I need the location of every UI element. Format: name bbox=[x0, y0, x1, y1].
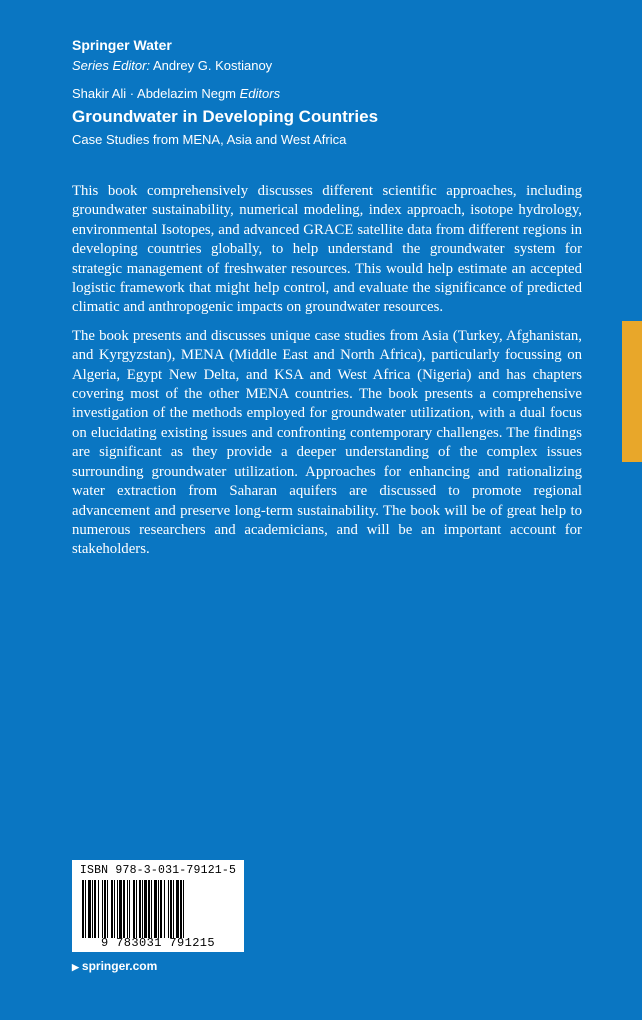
isbn-barcode bbox=[72, 860, 244, 952]
publisher-url: springer.com bbox=[81, 959, 158, 973]
isbn-label: ISBN 978-3-031-79121-5 bbox=[79, 864, 237, 877]
book-subtitle: Case Studies from MENA, Asia and West Africa bbox=[72, 132, 347, 147]
barcode-bars bbox=[82, 880, 234, 938]
series-editor bbox=[72, 57, 272, 75]
editors-line bbox=[72, 86, 280, 102]
series-editor-role: Series Editor: bbox=[72, 58, 151, 73]
editors-role: Editors bbox=[239, 86, 281, 101]
triangle-right-icon: ▶ bbox=[72, 962, 79, 972]
book-title: Groundwater in Developing Countries bbox=[72, 107, 379, 126]
description-paragraph-1: This book comprehensively discusses different scientific approaches, including groundwater sustainability, numerical modeling, index approach, isotope hydrology, environmental Isotopes, and advanced GRACE satellite data from different regions in developing countries globally, to help understand the groundwater system for strategic management of freshwater resources. This would help estimate an accepted logistic framework that might help control, and evaluate the significance of predicted climatic and anthropogenic impacts on groundwater resources. bbox=[72, 183, 582, 316]
series-editor-name: Andrey G. Kostianoy bbox=[152, 58, 273, 73]
barcode-digits: 9 783031 791215 bbox=[100, 936, 216, 950]
book-description bbox=[72, 182, 582, 569]
series-block bbox=[72, 36, 272, 75]
editor-names: Shakir Ali · Abdelazim Negm bbox=[72, 86, 237, 101]
description-paragraph-2: The book presents and discusses unique case studies from Asia (Turkey, Afghanistan, and Kyrgyzstan), MENA (Middle East and North Africa), particularly focussing on Algeria, Egypt New Delta, and KSA and West Africa (Nigeria) and has chapters covering most of the other MENA countries. The book presents a comprehensive investigation of the methods employed for groundwater utilization, with a dual focus on elucidating existing issues and confronting contemporary challenges. The findings are significant as they provide a deeper understanding of the complex issues surrounding groundwater utilization. Approaches for enhancing and rationalizing water extraction from Saharan aquifers are discussed to promote regional advancement and preserve long-term sustainability. The book will be of great help to numerous researchers and academicians, and will be an important account for stakeholders. bbox=[72, 327, 582, 558]
publisher-link[interactable] bbox=[72, 958, 157, 975]
series-name: Springer Water bbox=[72, 37, 172, 53]
spine-color-tab bbox=[622, 321, 642, 462]
